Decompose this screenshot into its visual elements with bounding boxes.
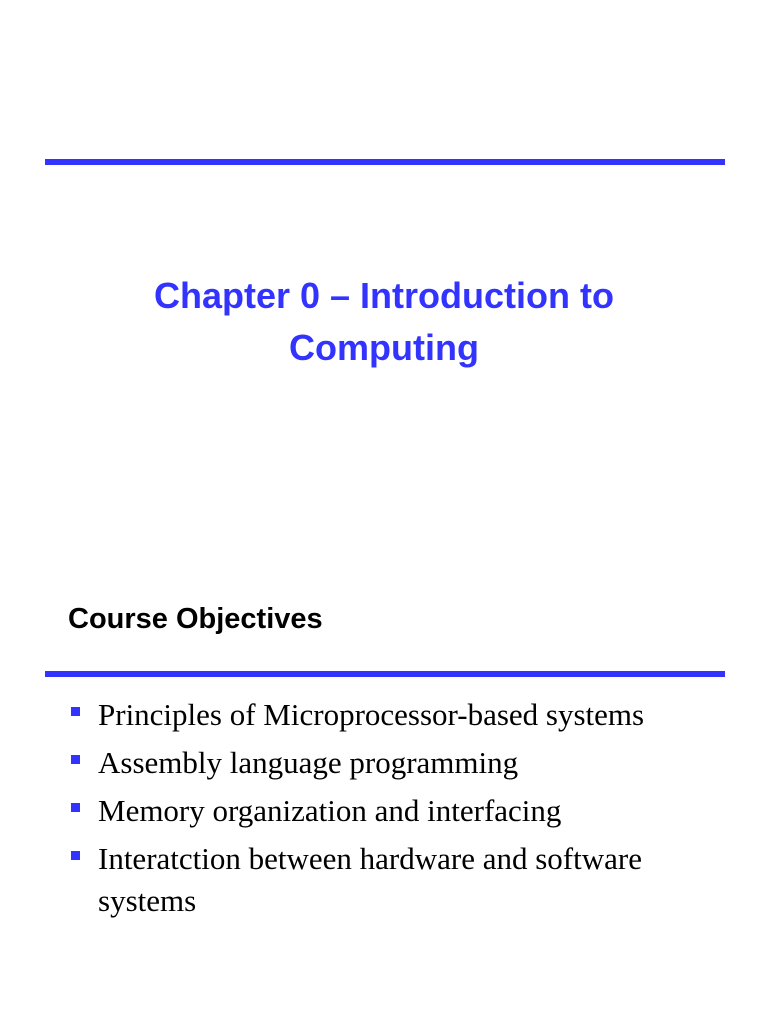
list-item [70, 790, 730, 832]
top-divider [45, 159, 725, 165]
list-item [70, 694, 730, 736]
chapter-title-line-1: Chapter 0 – Introduction to [153, 275, 614, 317]
list-item [70, 742, 730, 784]
square-bullet-icon [71, 755, 80, 764]
section-divider [45, 671, 725, 677]
objective-text: Interatction between hardware and software systems [98, 841, 642, 918]
chapter-title-line-2: Computing [289, 327, 479, 369]
objective-text: Principles of Microprocessor-based systems [98, 697, 645, 732]
objective-text: Assembly language programming [98, 745, 519, 780]
list-item [70, 838, 730, 922]
section-heading: Course Objectives [68, 603, 323, 635]
square-bullet-icon [71, 851, 80, 860]
chapter-title [60, 270, 708, 374]
square-bullet-icon [71, 803, 80, 812]
objectives-list [70, 694, 730, 928]
objective-text: Memory organization and interfacing [98, 793, 562, 828]
square-bullet-icon [71, 707, 80, 716]
